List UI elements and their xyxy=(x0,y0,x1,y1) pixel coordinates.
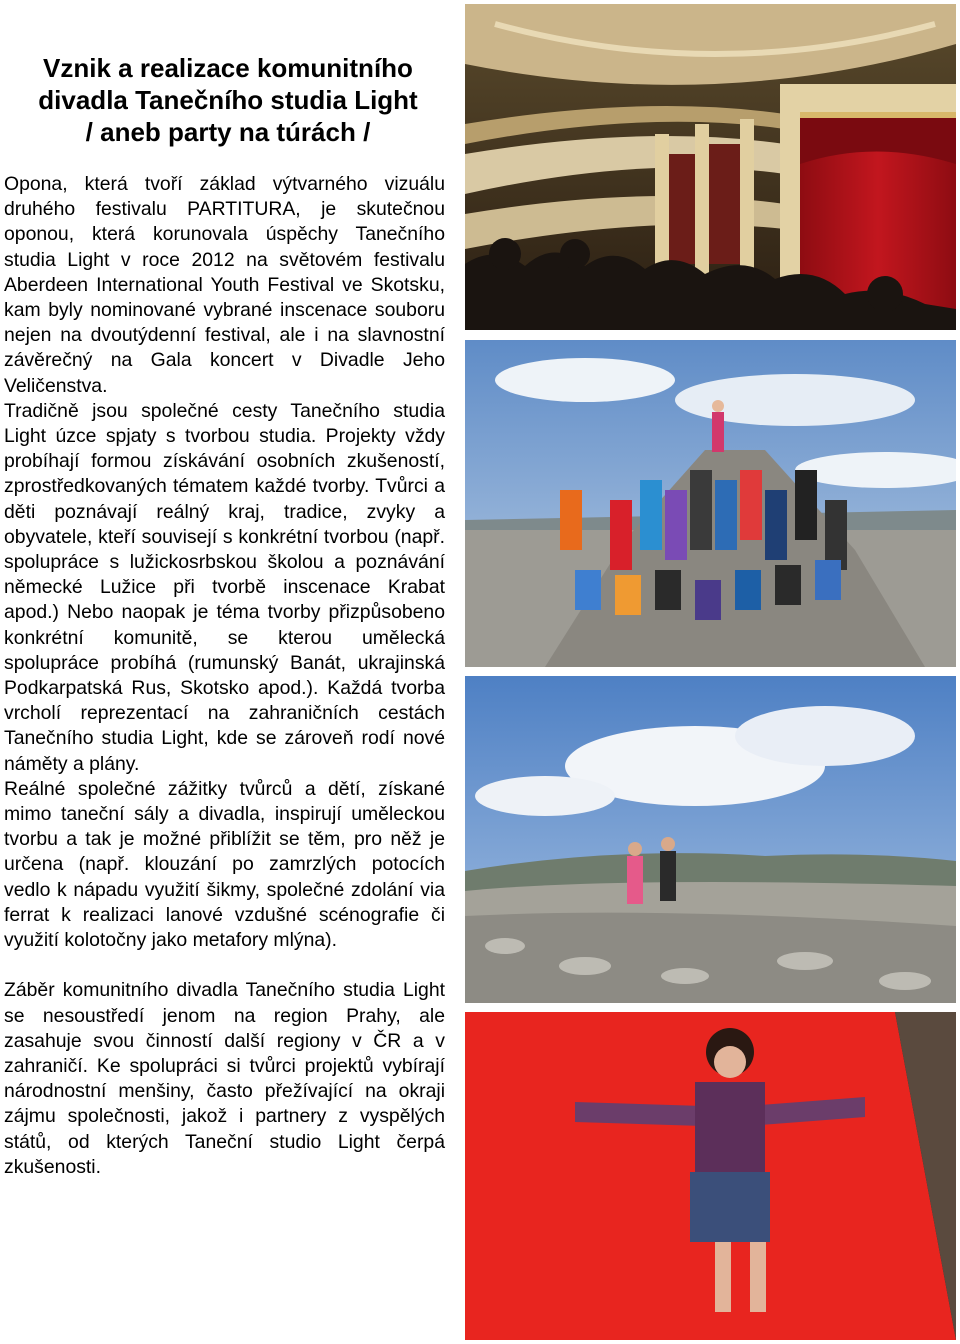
group-summit-photo xyxy=(465,340,956,667)
dancer-photo xyxy=(465,1012,956,1340)
title-line: Vznik a realizace komunitního xyxy=(43,53,413,83)
paragraph: Reálné společné zážitky tvůrců a dětí, získané mimo taneční sály a divadla, inspirují uměleckou tvorbu a tak je možné přiblížit se těm, pro něž je určena (např. klouzání po zamrzlých potocích vedlo k nápadu využití šikmy, společné zdolání via ferrat k realizaci lanové vzdušné scénografie či využití kolotočny jako metafory mlýna). xyxy=(4,777,445,952)
hikers-plateau-photo xyxy=(465,676,956,1003)
theatre-photo xyxy=(465,4,956,330)
title-line: divadla Tanečního studia Light xyxy=(38,85,418,115)
article-title xyxy=(18,52,438,148)
paragraph: Tradičně jsou společné cesty Tanečního studia Light úzce spjaty s tvorbou studia. Projekty vždy probíhají formou získávání osobních zkušeností, zprostředkovaných tématem každé tvorby. Tvůrci a děti poznávají reálný kraj, tradice, zvyky a obyvatele, kteří souvisejí s konkrétní tvorbou (např. spolupráce s lužickosrbskou školou a poznávání německé Lužice při tvorbě inscenace Krabat apod.) Nebo naopak je téma tvorby přizpůsobeno konkrétní komunitě, se kterou umělecká spolupráce probíhá (rumunský Banát, ukrajinská Podkarpatská Rus, Skotsko apod.). Každá tvorba vrcholí reprezentací na zahraničních cestách Tanečního studia Light, kde se zároveň rodí nové náměty a plány. xyxy=(4,399,445,775)
paragraph: Záběr komunitního divadla Tanečního studia Light se nesoustředí jenom na region Prahy, ale zasahuje svou činností další regiony v ČR a v zahraničí. Ke spolupráci si tvůrci projektů vybírají národnostní menšiny, často přežívající na okraji zájmu společnosti, jakož i partnery z vyspělých států, od kterých Taneční studio Light čerpá zkušenosti. xyxy=(4,979,445,1178)
article-body xyxy=(4,172,445,1180)
paragraph: Opona, která tvoří základ výtvarného vizuálu druhého festivalu PARTITURA, je skutečnou oponou, která korunovala úspěchy Tanečního studia Light v roce 2012 na světovém festivalu Aberdeen International Youth Festival ve Skotsku, kam byly nominované vybrané inscenace souboru nejen na dvoutýdenní festival, ale i na slavnostní závěrečný na Gala koncert v Divadle Jeho Veličenstva. xyxy=(4,173,445,397)
title-line: / aneb party na túrách / xyxy=(85,117,371,147)
